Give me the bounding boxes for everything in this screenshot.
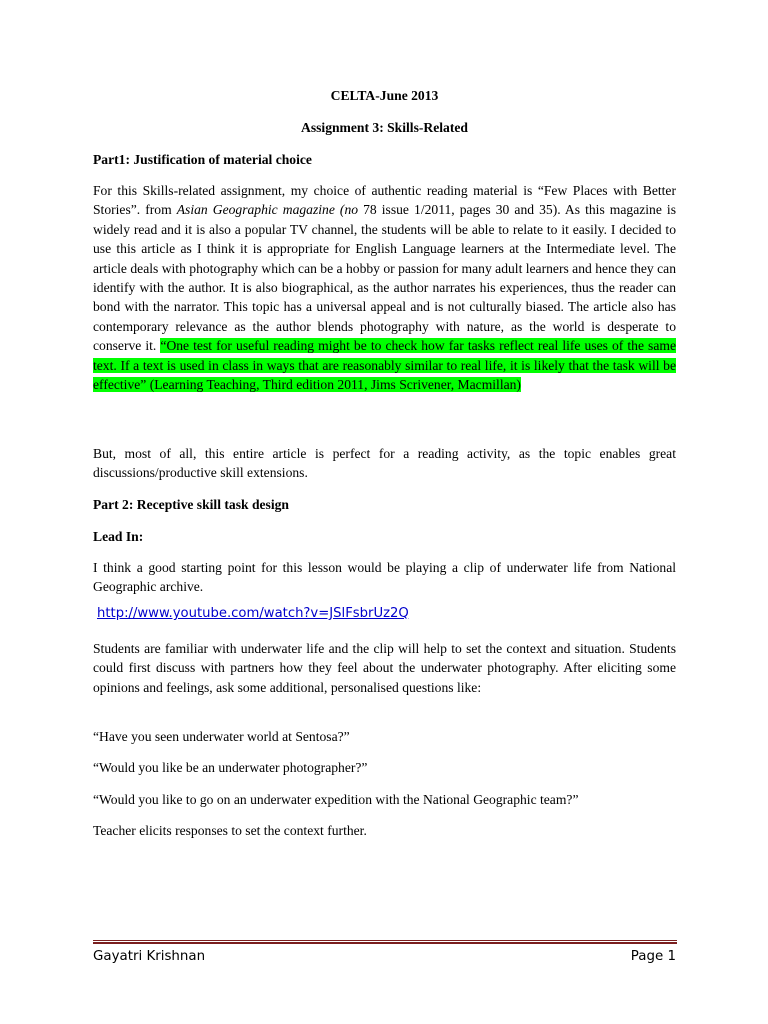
part2-heading: Part 2: Receptive skill task design: [93, 497, 289, 512]
paragraph-summary: But, most of all, this entire article is perfect for a reading activity, as the topic enables great discussions/productive skill extensions.: [93, 446, 676, 481]
question-3: “Would you like to go on an underwater expedition with the National Geographic team?”: [93, 792, 579, 807]
footer-rule-bottom: [93, 942, 677, 944]
footer-rule-top: [93, 940, 677, 941]
question-1: “Have you seen underwater world at Sentosa?”: [93, 729, 350, 744]
magazine-title: Asian Geographic magazine (no: [176, 202, 359, 218]
paragraph-elicit: Teacher elicits responses to set the context further.: [93, 823, 367, 838]
question-2: “Would you like be an underwater photographer?”: [93, 760, 368, 775]
highlighted-quote: “One test for useful reading might be to check how far tasks reflect real life uses of the same text. If a text is used in class in ways that are reasonably similar to real life, it is likely that the task will be effective” (Learning Teaching, Third edition 2011, Jims Scrivener, Macmillan): [93, 338, 676, 393]
paragraph-material-choice: [93, 181, 676, 394]
part1-heading: Part1: Justification of material choice: [93, 152, 312, 167]
footer-page-number: Page 1: [630, 949, 676, 964]
document-title: CELTA-June 2013: [330, 88, 439, 103]
paragraph-text: 78 issue 1/2011, pages 30 and 35). As this magazine is widely read and it is also a popular TV channel, the students will be able to relate to it easily. I decided to use this article as I think it is appropriate for English Language learners at the Intermediate level. The article deals with photography which can be a hobby or passion for many adult learners and hence they can identify with the author. It is also biographical, as the author narrates his experiences, thus the reader can bond with the narrator. This topic has a universal appeal and is not culturally biased. The article also has contemporary relevance as the author blends photography with nature, as the world is desperate to conserve it.: [93, 202, 676, 354]
document-subtitle: Assignment 3: Skills-Related: [301, 120, 468, 135]
youtube-link[interactable]: http://www.youtube.com/watch?v=JSlFsbrUz2Q: [97, 606, 409, 621]
footer-author: Gayatri Krishnan: [93, 949, 206, 964]
paragraph-text: For this Skills-related assignment, my choice of authentic reading material is “Few Places with Better Stories”. from: [93, 183, 676, 218]
paragraph-lead-in: I think a good starting point for this lesson would be playing a clip of underwater life from National Geographic archive.: [93, 560, 676, 595]
lead-in-heading: Lead In:: [93, 529, 144, 544]
paragraph-context: Students are familiar with underwater life and the clip will help to set the context and situation. Students could first discuss with partners how they feel about the underwater photography. After eliciting some opinions and feelings, ask some additional, personalised questions like:: [93, 641, 676, 695]
